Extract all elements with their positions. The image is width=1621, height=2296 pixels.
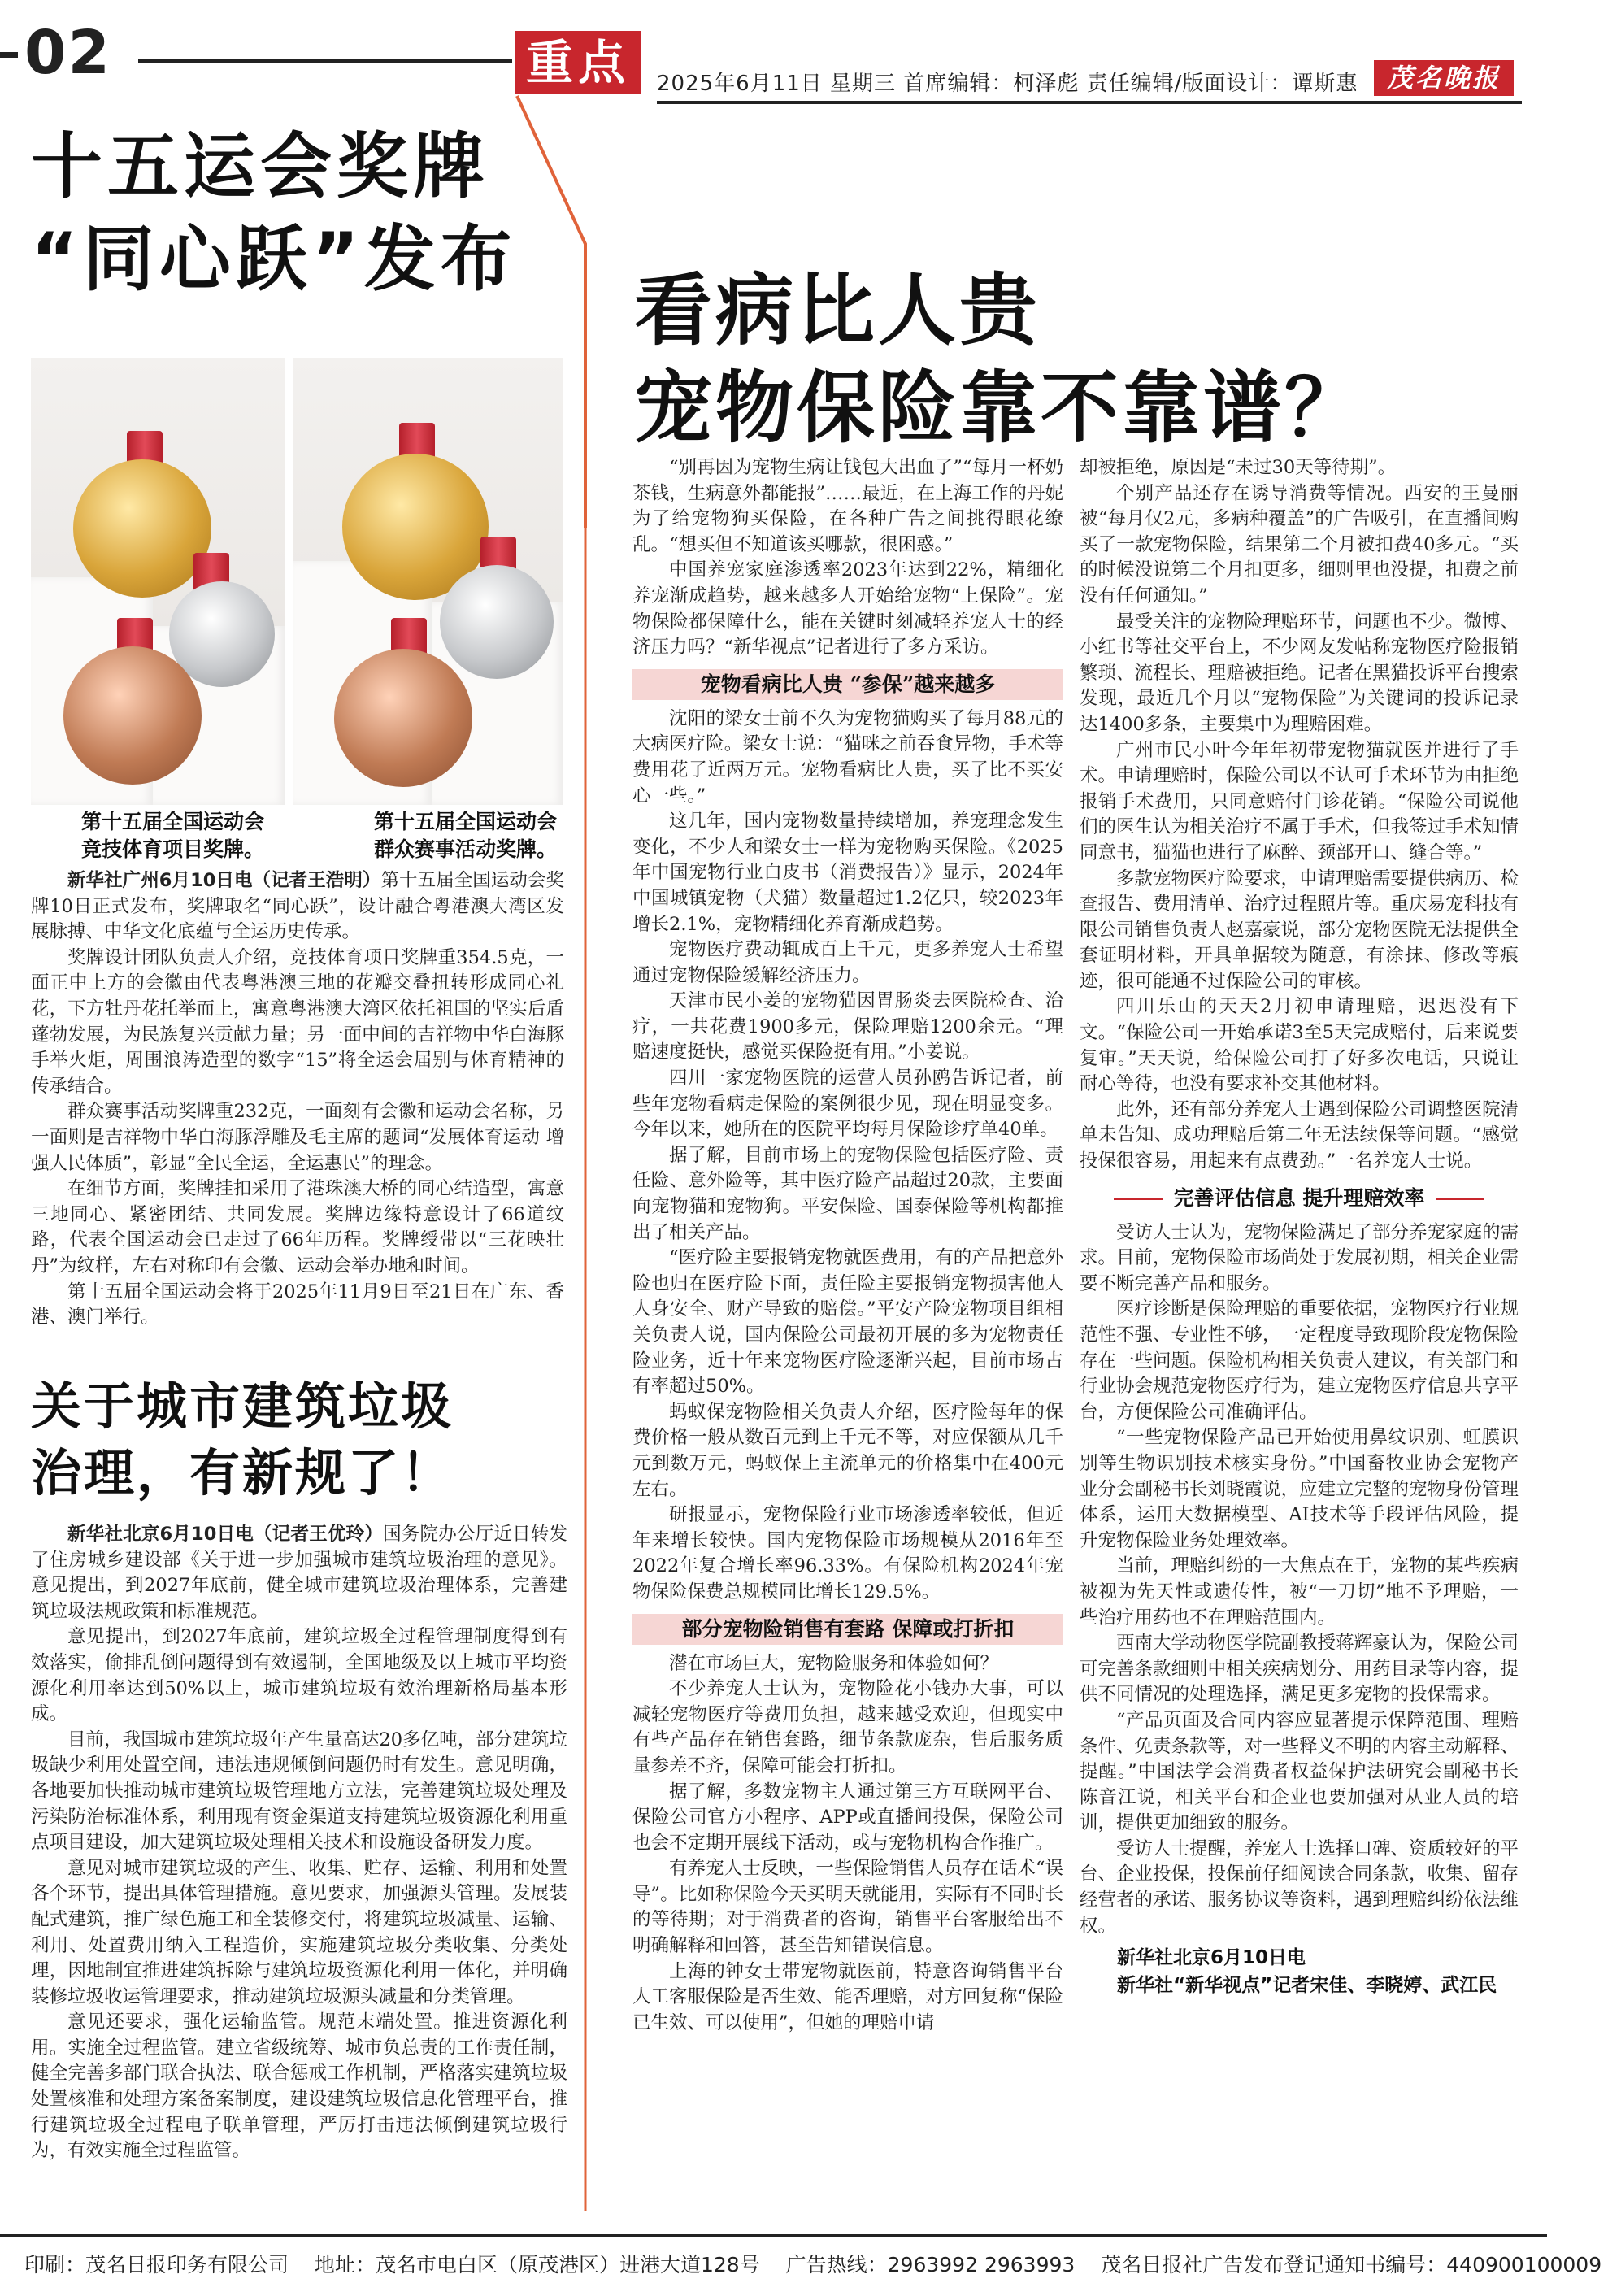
paragraph: 受访人士认为，宠物保险满足了部分养宠家庭的需求。目前，宠物保险市场尚处于发展初期，相关企业需要不断完善产品和服务。	[1080, 1221, 1519, 1294]
paragraph: “别再因为宠物生病让钱包大出血了”“每月一杯奶茶钱，生病意外都能报”……最近，在上海工作的丹妮为了给宠物狗买保险，在各种广告之间挑得眼花缭乱。“想买但不知道该买哪款，很困惑。”	[632, 457, 1063, 555]
article1-title-line1: 十五运会奖牌	[31, 124, 490, 208]
paragraph: 据了解，目前市场上的宠物保险包括医疗险、责任险、意外险等，其中医疗险产品超过20款，主要面向宠物猫和宠物狗。平安保险、国泰保险等机构都推出了相关产品。	[632, 1144, 1063, 1243]
credit-line-1: 新华社北京6月10日电	[1117, 1947, 1306, 1969]
paragraph: “一些宠物保险产品已开始使用鼻纹识别、虹膜识别等生物识别技术核实身份。”中国畜牧业协会宠物产业分会副秘书长刘晓霞说，应建立完整的宠物身份管理体系，运用大数据模型、AI技术等手段评估风险，提升宠物保险业务处理效率。	[1080, 1427, 1519, 1551]
paragraph: 受访人士提醒，养宠人士选择口碑、资质较好的平台、企业投保，投保前仔细阅读合同条款，收集、留存经营者的承诺、服务协议等资料，遇到理赔纠纷依法维权。	[1080, 1837, 1519, 1937]
bronze-medal	[63, 646, 202, 785]
paragraph: 中国养宠家庭渗透率2023年达到22%，精细化养宠渐成趋势，越来越多人开始给宠物“上保险”。宠物保险都保障什么，能在关键时刻减轻养宠人士的经济压力吗？“新华视点”记者进行了多方采访。	[632, 559, 1063, 659]
header-rule-right	[657, 101, 1522, 104]
paragraph: 潜在市场巨大，宠物险服务和体验如何？	[669, 1652, 999, 1674]
paragraph: 国务院办公厅近日转发了住房城乡建设部《关于进一步加强城市建筑垃圾治理的意见》。意见提出，到2027年底前，健全城市建筑垃圾治理体系，完善建筑垃圾法规政策和标准规范。	[31, 1524, 567, 1622]
subheading-2: 部分宠物险销售有套路 保障或打折扣	[632, 1614, 1063, 1645]
medal-photo-competitive	[31, 358, 285, 805]
paragraph: 第十五届全国运动会将于2025年11月9日至21日在广东、香港、澳门举行。	[31, 1281, 564, 1328]
header-rule	[138, 59, 512, 63]
paragraph: 却被拒绝，原因是“未过30天等待期”。	[1080, 457, 1397, 478]
section-tag: 重点	[515, 31, 641, 94]
paragraph: 四川乐山的天天2月初申请理赔，迟迟没有下文。“保险公司一开始承诺3至5天完成赔付，后来说要复审。”天天说，给保险公司打了好多次电话，只说让耐心等待，也没有要求补交其他材料。	[1080, 996, 1519, 1095]
paragraph: 最受关注的宠物险理赔环节，问题也不少。微博、小红书等社交平台上，不少网友发帖称宠物医疗险报销繁琐、流程长、理赔被拒绝。记者在黑猫投诉平台搜索发现，最近几个月以“宠物保险”为关键词的投诉记录达1400多条，主要集中为理赔困难。	[1080, 611, 1519, 735]
paragraph: 第十五届全国运动会奖牌10日正式发布，奖牌取名“同心跃”，设计融合粤港澳大湾区发展脉搏、中华文化底蕴与全运历史传承。	[31, 870, 564, 943]
paragraph: 意见提出，到2027年底前，建筑垃圾全过程管理制度得到有效落实，偷排乱倒问题得到有效遏制，全国地级及以上城市平均资源化利用率达到50%以上，城市建筑垃圾有效治理新格局基本形成。	[31, 1626, 567, 1725]
subheading-3: 完善评估信息 提升理赔效率	[1080, 1183, 1519, 1214]
paragraph: 据了解，多数宠物主人通过第三方互联网平台、保险公司官方小程序、APP或直播间投保，保险公司也会不定期开展线下活动，或与宠物机构合作推广。	[632, 1781, 1063, 1854]
paragraph: 群众赛事活动奖牌重232克，一面刻有会徽和运动会名称，另一面则是吉祥物中华白海豚浮雕及毛主席的题词“发展体育运动 增强人民体质”，彰显“全民全运，全运惠民”的理念。	[31, 1101, 564, 1174]
paragraph: 意见对城市建筑垃圾的产生、收集、贮存、运输、利用和处置各个环节，提出具体管理措施。意见要求，加强源头管理。发展装配式建筑，推广绿色施工和全装修交付，将建筑垃圾减量、运输、利用、处置费用纳入工程造价，实施建筑垃圾分类收集、分类处理，因地制宜推进建筑拆除与建筑垃圾资源化利用一体化，并明确装修垃圾收运管理要求，推动建筑垃圾源头减量和分类管理。	[31, 1857, 567, 2007]
bronze-medal	[334, 649, 472, 787]
paragraph: 奖牌设计团队负责人介绍，竞技体育项目奖牌重354.5克，一面正中上方的会徽由代表粤港澳三地的花瓣交叠扭转形成同心礼花，下方牡丹花托举而上，寓意粤港澳大湾区依托祖国的坚实后盾蓬勃发展，为民族复兴贡献力量；另一面中间的吉祥物中华白海豚手举火炬，周围浪涛造型的数字“15”将全运会届别与体育精神的传承结合。	[31, 946, 564, 1097]
footer	[24, 2249, 1621, 2278]
page-number: 02	[24, 18, 111, 88]
paragraph: 多款宠物医疗险要求，申请理赔需要提供病历、检查报告、费用清单、治疗过程照片等。重庆易宠科技有限公司销售负责人赵嘉豪说，部分宠物医院无法提供全套证明材料，开具单据较为随意，有涂抹、修改等痕迹，很可能通不过保险公司的审核。	[1080, 868, 1519, 992]
article1-title-line2: “同心跃”发布	[31, 217, 517, 301]
paragraph: 研报显示，宠物保险行业市场渗透率较低，但近年来增长较快。国内宠物保险市场规模从2016年至2022年复合增长率96.33%。有保险机构2024年宠物保险保费总规模同比增长129.5%。	[632, 1504, 1063, 1602]
paragraph: 广州市民小叶今年年初带宠物猫就医并进行了手术。申请理赔时，保险公司以不认可手术环节为由拒绝报销手术费用，只同意赔付门诊花销。“保险公司说他们的医生认为相关治疗不属于手术，但我签过手术知情同意书，猫猫也进行了麻醉、颈部开口、缝合等。”	[1080, 739, 1519, 863]
paragraph: 四川一家宠物医院的运营人员孙鸥告诉记者，前些年宠物看病走保险的案例很少见，现在明显变多。今年以来，她所在的医院平均每月保险诊疗单40单。	[632, 1068, 1063, 1141]
masthead-logo: 茂名晚报	[1374, 60, 1514, 96]
paragraph: 在细节方面，奖牌挂扣采用了港珠澳大桥的同心结造型，寓意三地同心、紧密团结、共同发展。奖牌边缘特意设计了66道纹路，代表全国运动会已走过了66年历程。奖牌绶带以“三花映壮丹”为纹样，左右对称印有会徽、运动会举办地和时间。	[31, 1178, 564, 1276]
article3-column-2	[1080, 455, 1519, 1999]
footer-address: 地址：茂名市电白区（原茂港区）进港大道128号	[314, 2253, 760, 2276]
article3-column-1	[632, 455, 1063, 2036]
paragraph: 上海的钟女士带宠物就医前，特意咨询销售平台人工客服保险是否生效、能否理赔，对方回复称“保险已生效、可以使用”，但她的理赔申请	[632, 1960, 1063, 2033]
article3-title-line2: 宠物保险靠不靠谱？	[634, 363, 1366, 454]
article2-title-line1: 关于城市建筑垃圾	[31, 1376, 454, 1436]
subheading-1: 宠物看病比人贵 “参保”越来越多	[632, 669, 1063, 700]
article2-dateline: 新华社北京6月10日电（记者王优玲）	[67, 1524, 384, 1545]
paragraph: 天津市民小姜的宠物猫因胃肠炎去医院检查、治疗，一共花费1900多元，保险理赔1200余元。“理赔速度挺快，感觉买保险挺有用。”小姜说。	[632, 990, 1063, 1063]
caption-mass-events: 第十五届全国运动会群众赛事活动奖牌。	[374, 810, 558, 861]
paragraph: 此外，还有部分养宠人士遇到保险公司调整医院清单未告知、成功理赔后第二年无法续保等问题。“感觉投保很容易，用起来有点费劲。”一名养宠人士说。	[1080, 1098, 1519, 1172]
paragraph: 蚂蚁保宠物险相关负责人介绍，医疗险每年的保费价格一般从数百元到上千元不等，对应保额从几千元到数万元，蚂蚁保上主流单元的价格集中在400元左右。	[632, 1401, 1063, 1500]
header-meta: 2025年6月11日 星期三 首席编辑：柯泽彪 责任编辑/版面设计：谭斯惠	[657, 72, 1358, 96]
article1-dateline: 新华社广州6月10日电（记者王浩明）	[67, 870, 381, 891]
medal-photo-mass-events	[293, 358, 563, 805]
paragraph: 目前，我国城市建筑垃圾年产生量高达20多亿吨，部分建筑垃圾缺少利用处置空间，违法违规倾倒问题仍时有发生。意见明确，各地要加快推动城市建筑垃圾管理地方立法，完善建筑垃圾处理及污染防治标准体系，利用现有资金渠道支持建筑垃圾资源化利用重点项目建设，加大建筑垃圾处理相关技术和设施设备研发力度。	[31, 1729, 567, 1854]
paragraph: 医疗诊断是保险理赔的重要依据，宠物医疗行业规范性不强、专业性不够，一定程度导致现阶段宠物保险存在一些问题。保险机构相关负责人建议，有关部门和行业协会规范宠物医疗行为，建立宠物医疗信息共享平台，方便保险公司准确评估。	[1080, 1298, 1519, 1423]
article2-title-line2: 治理，有新规了！	[31, 1443, 454, 1502]
paragraph: 当前，理赔纠纷的一大焦点在于，宠物的某些疾病被视为先天性或遗传性，被“一刀切”地不予理赔，一些治疗用药也不在理赔范围内。	[1080, 1555, 1519, 1629]
footer-rule	[0, 2234, 1547, 2237]
footer-hotline: 广告热线：2963992 2963993	[785, 2253, 1076, 2276]
silver-medal	[440, 565, 554, 679]
paragraph: 个别产品还存在诱导消费等情况。西安的王曼丽被“每月仅2元，多病种覆盖”的广告吸引，在直播间购买了一款宠物保险，结果第二个月被扣费40多元。“买的时候没说第二个月扣更多，细则里也没提，扣费之前没有任何通知。”	[1080, 482, 1519, 607]
article2-body	[31, 1522, 567, 2164]
article3-title-line1: 看病比人贵	[634, 265, 1041, 356]
paragraph: 意见还要求，强化运输监管。规范末端处置。推进资源化利用。实施全过程监管。建立省级统筹、城市负总责的工作责任制，健全完善多部门联合执法、联合惩戒工作机制，严格落实建筑垃圾处置核准和处理方案备案制度，建设建筑垃圾信息化管理平台，推行建筑垃圾全过程电子联单管理，严厉打击违法倾倒建筑垃圾行为，有效实施全过程监管。	[31, 2011, 567, 2162]
paragraph: “医疗险主要报销宠物就医费用，有的产品把意外险也归在医疗险下面，责任险主要报销宠物损害他人人身安全、财产导致的赔偿。”平安产险宠物项目组相关负责人说，国内保险公司最初开展的多为宠物责任险业务，近十年来宠物医疗险逐渐兴起，目前市场占有率超过50%。	[632, 1247, 1063, 1398]
gold-medal	[73, 459, 211, 598]
paragraph: 有养宠人士反映，一些保险销售人员存在话术“误导”。比如称保险今天买明天就能用，实际有不同时长的等待期；对于消费者的咨询，销售平台客服给出不明确解释和回答，甚至告知错误信息。	[632, 1858, 1063, 1957]
article1-body	[31, 868, 564, 1331]
paragraph: “产品页面及合同内容应显著提示保障范围、理赔条件、免责条款等，对一些释义不明的内容主动解释、提醒。”中国法学会消费者权益保护法研究会副秘书长陈音江说，相关平台和企业也要加强对从业人员的培训，提供更加细致的服务。	[1080, 1709, 1519, 1834]
paragraph: 宠物医疗费动辄成百上千元，更多养宠人士希望通过宠物保险缓解经济压力。	[632, 939, 1063, 986]
footer-print: 印刷：茂名日报印务有限公司	[24, 2253, 289, 2276]
footer-license: 茂名日报社广告发布登记通知书编号：440900100009	[1101, 2253, 1602, 2276]
paragraph: 不少养宠人士认为，宠物险花小钱办大事，可以减轻宠物医疗等费用负担，越来越受欢迎，但现实中有些产品存在销售套路，细节条款庞杂，售后服务质量参差不齐，保障可能会打折扣。	[632, 1678, 1063, 1776]
caption-competitive: 第十五届全国运动会竞技体育项目奖牌。	[81, 810, 265, 861]
paragraph: 这几年，国内宠物数量持续增加，养宠理念发生变化，不少人和梁女士一样为宠物购买保险。《2025年中国宠物行业白皮书（消费报告）》显示，2024年中国城镇宠物（犬猫）数量超过1.2亿只，较2023年增长2.1%，宠物精细化养育渐成趋势。	[632, 811, 1063, 935]
credit-line-2: 新华社“新华视点”记者宋佳、李晓婷、武江民	[1117, 1975, 1497, 1997]
paragraph: 沈阳的梁女士前不久为宠物猫购买了每月88元的大病医疗险。梁女士说：“猫咪之前吞食异物，手术等费用花了近两万元。宠物看病比人贵，买了比不买安心一些。”	[632, 707, 1063, 807]
paragraph: 西南大学动物医学院副教授蒋辉豪认为，保险公司可完善条款细则中相关疾病划分、用药目录等内容，提供不同情况的处理选择，满足更多宠物的投保需求。	[1080, 1633, 1519, 1706]
